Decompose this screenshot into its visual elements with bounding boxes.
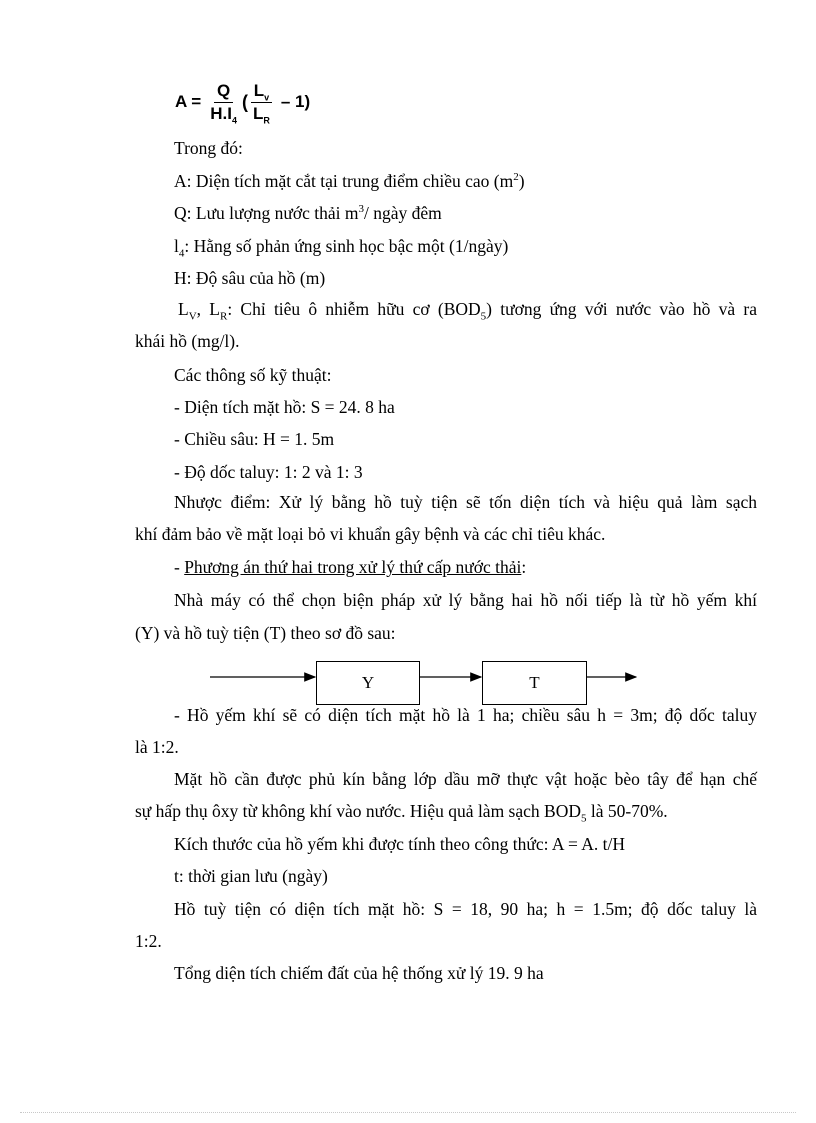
formula-open-paren: ( [241, 91, 248, 112]
ho-yem-khi-line-2: là 1:2. [135, 737, 179, 757]
nha-may-line-1: Nhà máy có thể chọn biện pháp xử lý bằng hai hồ nối tiếp là từ hồ yếm khí [174, 590, 757, 610]
nha-may-line-2: (Y) và hồ tuỳ tiện (T) theo sơ đồ sau: [135, 623, 396, 643]
nhuoc-diem-line-1: Nhược điểm: Xử lý bằng hồ tuỳ tiện sẽ tốn diện tích và hiệu quả làm sạch [174, 492, 757, 512]
mat-ho-line-1: Mặt hồ cần được phủ kín bằng lớp dầu mỡ thực vật hoặc bèo tây để hạn chế [174, 769, 757, 789]
footer-dotted-rule [20, 1112, 796, 1113]
param-depth: - Chiều sâu: H = 1. 5m [174, 429, 335, 449]
process-diagram [0, 650, 816, 710]
ho-tuy-tien-line-1: Hồ tuỳ tiện có diện tích mặt hồ: S = 18, 90 ha; h = 1.5m; độ dốc taluy là [174, 899, 757, 919]
formula-hi: $H.I_4$ [210, 103, 237, 125]
param-area: - Diện tích mặt hồ: S = 24. 8 ha [174, 397, 395, 417]
anaerobic-pond-box: Y [316, 661, 420, 705]
nhuoc-diem-line-2: khí đảm bảo về mặt loại bỏ vi khuẩn gây bệnh và các chỉ tiêu khác. [135, 524, 606, 544]
def-l4-line: $l_4$: Hằng số phản ứng sinh học bậc một (1/ngày) [174, 236, 509, 260]
param-slope: - Độ dốc taluy: 1: 2 và 1: 3 [174, 462, 363, 482]
tong-dien-tich-line: Tổng diện tích chiếm đất của hệ thống xử lý 19. 9 ha [174, 963, 544, 983]
def-a-line: A: Diện tích mặt cắt tại trung điểm chiều cao $(m^2)$ [174, 171, 525, 191]
phuong-an-heading: - Phương án thứ hai trong xử lý thứ cấp nước thải: [174, 557, 527, 577]
facultative-pond-box: T [482, 661, 587, 705]
t-definition-line: t: thời gian lưu (ngày) [174, 866, 328, 886]
kich-thuoc-line: Kích thước của hồ yếm khi được tính theo công thức: A = A. t/H [174, 834, 626, 854]
formula-fraction-l [250, 81, 273, 124]
def-h-line: H: Độ sâu của hồ (m) [174, 268, 326, 288]
ho-tuy-tien-line-2: 1:2. [135, 931, 162, 951]
formula-lr: $L_R$ [252, 103, 270, 125]
def-lv-lr-cont: khái hồ (mg/l). [135, 331, 240, 351]
formula-equals: = [191, 92, 202, 111]
lagoon-area-formula [175, 74, 310, 130]
formula-lhs: A [175, 92, 188, 111]
def-lv-lr-line: $L_V$, $L_R$: Chỉ tiêu ô nhiễm hữu cơ $(BOD_5)$ tương ứng với nước vào hồ và ra [178, 299, 757, 323]
trong-do-line: Trong đó: [174, 138, 243, 158]
formula-fraction-q [207, 81, 240, 124]
params-title: Các thông số kỹ thuật: [174, 365, 332, 385]
def-q-line: Q: Lưu lượng nước thải $m^3/$ ngày đêm [174, 203, 442, 223]
mat-ho-line-2: sự hấp thụ ôxy từ không khí vào nước. Hiệu quả làm sạch $BOD_5$ là 50-70%. [135, 801, 668, 825]
formula-lv: $L_v$ [251, 81, 272, 103]
formula-q: Q [214, 81, 233, 103]
ho-yem-khi-line-1: - Hồ yếm khí sẽ có diện tích mặt hồ là 1 ha; chiều sâu h = 3m; độ dốc taluy [174, 705, 757, 725]
formula-tail: – 1) [280, 92, 311, 111]
